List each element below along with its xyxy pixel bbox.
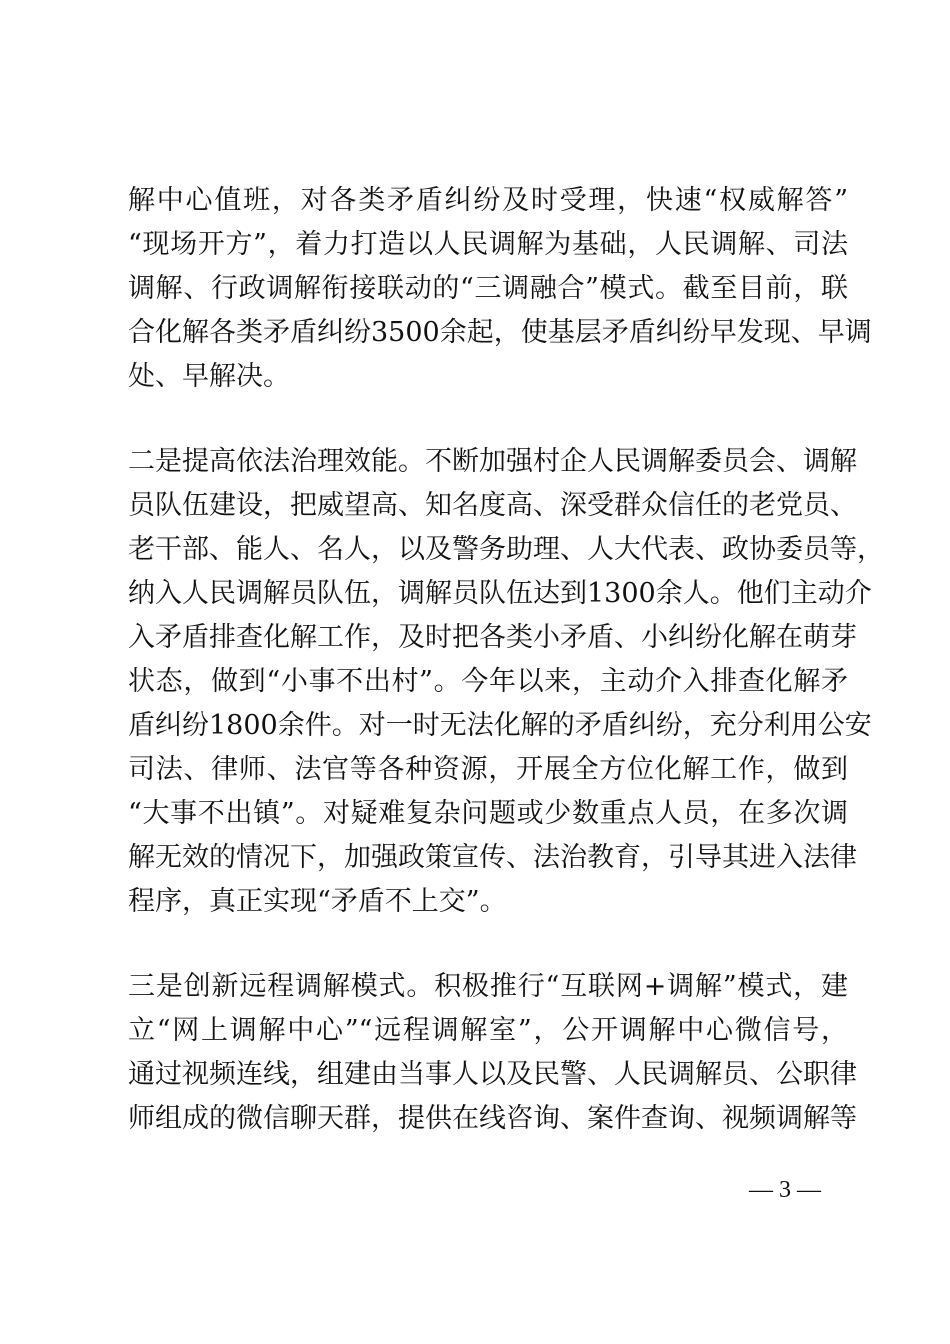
paragraph-1-line-1: 解中心值班，对各类矛盾纠纷及时受理，快速“权威解答” <box>128 185 848 216</box>
paragraph-1-line-3: 调解、行政调解衔接联动的“三调融合”模式。截至目前，联 <box>128 273 848 304</box>
paragraph-1-line-5: 处、早解决。 <box>128 361 290 392</box>
paragraph-2-line-5: 入矛盾排查化解工作，及时把各类小矛盾、小纠纷化解在萌芽 <box>128 622 857 653</box>
paragraph-2-line-3: 老干部、能人、名人，以及警务助理、人大代表、政协委员等， <box>128 534 884 565</box>
paragraph-2-line-4: 纳入人民调解员队伍，调解员队伍达到1300余人。他们主动介 <box>128 578 872 609</box>
paragraph-2-line-9: “大事不出镇”。对疑难复杂问题或少数重点人员，在多次调 <box>128 798 848 829</box>
paragraph-2-line-1: 二是提高依法治理效能。不断加强村企人民调解委员会、调解 <box>128 446 857 477</box>
paragraph-1-line-4: 合化解各类矛盾纠纷3500余起，使基层矛盾纠纷早发现、早调 <box>128 317 872 348</box>
paragraph-2-line-11: 程序，真正实现“矛盾不上交”。 <box>128 886 507 917</box>
paragraph-2-line-7: 盾纠纷1800余件。对一时无法化解的矛盾纠纷，充分利用公安 <box>128 710 872 741</box>
paragraph-3-line-4: 师组成的微信聊天群，提供在线咨询、案件查询、视频调解等 <box>128 1103 857 1134</box>
paragraph-2-line-6: 状态，做到“小事不出村”。今年以来，主动介入排查化解矛 <box>128 666 848 697</box>
paragraph-1-line-2: “现场开方”，着力打造以人民调解为基础，人民调解、司法 <box>128 229 848 260</box>
paragraph-3-line-2: 立“网上调解中心”“远程调解室”，公开调解中心微信号， <box>128 1015 848 1046</box>
paragraph-3-line-3: 通过视频连线，组建由当事人以及民警、人民调解员、公职律 <box>128 1059 857 1090</box>
page-number: — 3 — <box>749 1177 821 1203</box>
paragraph-3-line-1: 三是创新远程调解模式。积极推行“互联网+调解”模式，建 <box>128 971 848 1002</box>
paragraph-2-line-2: 员队伍建设，把威望高、知名度高、深受群众信任的老党员、 <box>128 490 857 521</box>
paragraph-2-line-8: 司法、律师、法官等各种资源，开展全方位化解工作，做到 <box>128 754 848 785</box>
paragraph-2-line-10: 解无效的情况下，加强政策宣传、法治教育，引导其进入法律 <box>128 842 857 873</box>
